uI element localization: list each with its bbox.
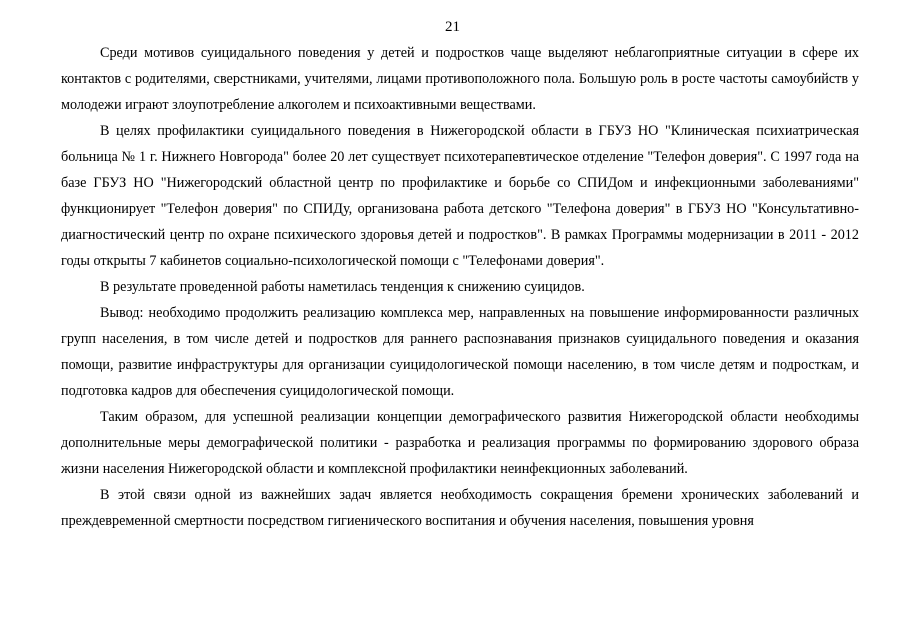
- paragraph-helpline-services: В целях профилактики суицидального поведения в Нижегородской области в ГБУЗ НО "Клиническая психиатрическая больница № 1 г. Нижнего Новгорода" более 20 лет существует психотерапевтическое отделение "Телефон доверия". С 1997 года на базе ГБУЗ НО "Нижегородский областной центр по профилактике и борьбе со СПИДом и инфекционными заболеваниями" функционирует "Телефон доверия" по СПИДу, организована работа детского "Телефона доверия" в ГБУЗ НО "Консультативно-диагностический центр по охране психического здоровья детей и подростков". В рамках Программы модернизации в 2011 - 2012 годы открыты 7 кабинетов социально-психологической помощи с "Телефонами доверия".: [61, 123, 859, 269]
- page-number: 21: [445, 19, 460, 35]
- paragraph-chronic-diseases: В этой связи одной из важнейших задач является необходимость сокращения бремени хронических заболеваний и преждевременной смертности посредством гигиенического воспитания и обучения населения, повышения уровня: [61, 487, 859, 529]
- paragraph-conclusion: Вывод: необходимо продолжить реализацию комплекса мер, направленных на повышение информированности различных групп населения, в том числе детей и подростков для раннего распознавания признаков суицидального поведения и оказания помощи, развитие инфраструктуры для организации суицидологической помощи населению, в том числе детям и подросткам, и подготовка кадров для обеспечения суицидологической помощи.: [61, 305, 859, 399]
- body-text: [61, 40, 859, 534]
- paragraph-results: В результате проведенной работы наметилась тенденция к снижению суицидов.: [100, 279, 585, 295]
- paragraph-demographic-policy: Таким образом, для успешной реализации концепции демографического развития Нижегородской области необходимы дополнительные меры демографической политики - разработка и реализация программы по формированию здорового образа жизни населения Нижегородской области и комплексной профилактики неинфекционных заболеваний.: [61, 409, 859, 477]
- paragraph-suicide-motives: Среди мотивов суицидального поведения у детей и подростков чаще выделяют неблагоприятные ситуации в сфере их контактов с родителями, сверстниками, учителями, лицами противоположного пола. Большую роль в росте частоты самоубийств у молодежи играют злоупотребление алкоголем и психоактивными веществами.: [61, 45, 859, 113]
